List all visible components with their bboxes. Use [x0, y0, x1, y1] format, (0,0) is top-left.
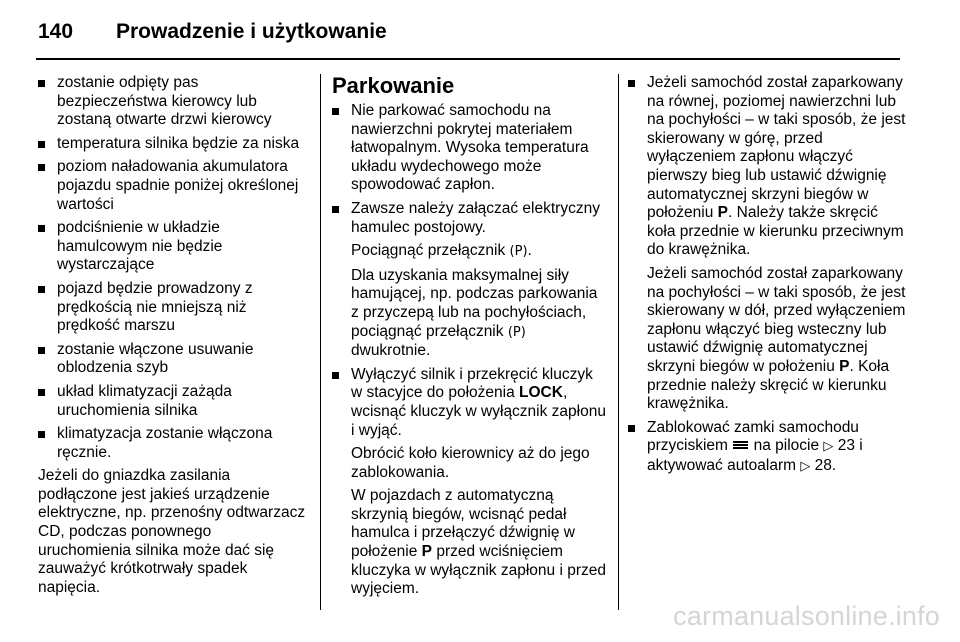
parking-list [332, 102, 608, 599]
list-item: klimatyzacja zostanie włączona ręcznie. [38, 425, 306, 462]
sub-paragraph: W pojazdach z automatyczną skrzynią biegów, wcisnąć pedał hamulca i przełączyć dźwignię w położenie P przed wciśnięciem kluczyka w wyłącznik zapłonu i przed wyjęciem. [351, 487, 606, 598]
sub-paragraph: Obrócić koło kierownicy aż do jego zablokowania. [351, 445, 590, 481]
page-title: Prowadzenie i użytkowanie [116, 20, 387, 43]
column-1 [38, 74, 306, 597]
sub-paragraph: Dla uzyskania maksymalnej siły hamującej, np. podczas parkowania z przyczepą lub na pochyłościach, pociągnąć przełącznik (P) dwukrotnie. [351, 266, 598, 360]
parking-brake-icon: (P) [509, 244, 528, 260]
page-reference-arrow-icon: ▷ [823, 439, 834, 455]
list-item: Zablokować zamki samochodu przyciskiem na pilocie ▷ 23 i aktywować autoalarm ▷ 28. [628, 419, 908, 477]
list-item: zostanie odpięty pas bezpieczeństwa kierowcy lub zostaną otwarte drzwi kierowcy [38, 74, 306, 130]
list-item: podciśnienie w układzie hamulcowym nie będzie wystarczające [38, 219, 306, 275]
list-item: pojazd będzie prowadzony z prędkością nie mniejszą niż prędkość marszu [38, 280, 306, 336]
section-title: Parkowanie [332, 73, 455, 98]
column-3 [628, 74, 908, 481]
list-item: układ klimatyzacji zażąda uruchomienia silnika [38, 383, 306, 420]
list-item: Zawsze należy załączać elektryczny hamulec postojowy. Pociągnąć przełącznik (P). Dla uzyskania maksymalnej siły hamującej, np. podczas parkowania z przyczepą lub na pochyłościach, pociągnąć przełącznik (P) dwukrotnie. [332, 200, 608, 361]
column-divider [618, 74, 619, 610]
column-divider [320, 74, 321, 610]
parking-list-continued [628, 74, 908, 476]
lock-button-icon [732, 440, 749, 450]
list-item: temperatura silnika będzie za niska [38, 135, 306, 154]
lock-position: LOCK [519, 384, 563, 402]
column-2 [332, 74, 608, 604]
parking-brake-icon: (P) [507, 324, 526, 340]
condition-list [38, 74, 306, 462]
list-item: Nie parkować samochodu na nawierzchni pokrytej materiałem łatwopalnym. Wysoka temperatura układu wydechowego może spowodować zapłon. [332, 102, 608, 195]
page-header [38, 18, 387, 46]
list-item: Jeżeli samochód został zaparkowany na równej, poziomej nawierzchni lub na pochyłości – w taki sposób, że jest skierowany w górę, przed wyłączeniem zapłonu włączyć pierwszy bieg lub ustawić dźwignię automatycznej skrzyni biegów w położeniu P. Należy także skręcić koła przednie w kierunku przeciwnym do krawężnika. Jeżeli samochód został zaparkowany na pochyłości – w taki sposób, że jest skierowany w dół, przed wyłączeniem zapłonu włączyć bieg wsteczny lub ustawić dźwignię automatycznej skrzyni biegów w położeniu P. Koła przednie należy skręcić w kierunku krawężnika. [628, 74, 908, 414]
header-rule [36, 58, 900, 60]
voltage-note: Jeżeli do gniazdka zasilania podłączone jest jakieś urządzenie elektryczne, np. przenośny odtwarzacz CD, podczas ponownego uruchomienia silnika może dać się zauważyć krótkotrwały spadek napięcia. [38, 467, 306, 596]
list-item: Wyłączyć silnik i przekręcić kluczyk w stacyjce do położenia LOCK, wcisnąć kluczyk w wyłącznik zapłonu i wyjąć. Obrócić koło kierownicy aż do jego zablokowania. W pojazdach z automatyczną skrzynią biegów, wcisnąć pedał hamulca i przełączyć dźwignię w położenie P przed wciśnięciem kluczyka w wyłącznik zapłonu i przed wyjęciem. [332, 366, 608, 599]
page-number: 140 [38, 20, 74, 43]
sub-paragraph: Pociągnąć przełącznik (P). [351, 242, 532, 260]
list-item: zostanie włączone usuwanie oblodzenia szyb [38, 341, 306, 378]
page-reference-arrow-icon: ▷ [800, 458, 811, 474]
watermark[interactable]: carmanualsonline.info [673, 601, 940, 631]
list-item: poziom naładowania akumulatora pojazdu spadnie poniżej określonej wartości [38, 158, 306, 214]
sub-paragraph: Jeżeli samochód został zaparkowany na pochyłości – w taki sposób, że jest skierowany w dół, przed wyłączeniem zapłonu włączyć bieg wsteczny lub ustawić dźwignię automatycznej skrzyni biegów w położeniu P. Koła przednie należy skręcić w kierunku krawężnika. [647, 264, 906, 413]
